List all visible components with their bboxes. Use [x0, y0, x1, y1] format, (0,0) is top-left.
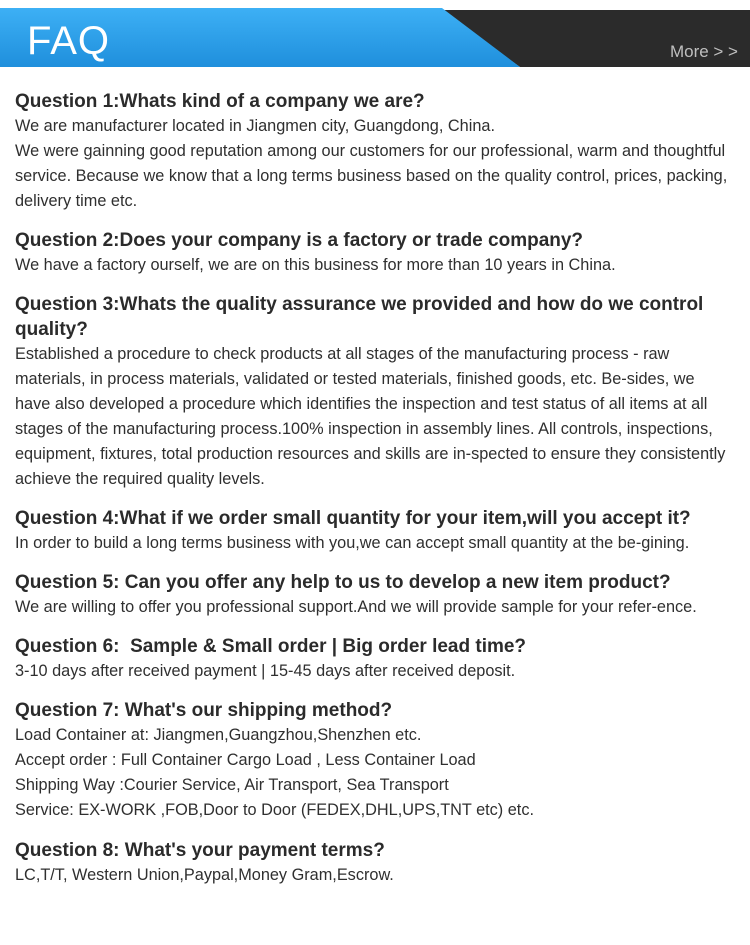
faq-item	[15, 698, 733, 823]
faq-item	[15, 506, 733, 556]
faq-header	[0, 0, 750, 72]
faq-answer: Load Container at: Jiangmen,Guangzhou,Shenzhen etc. Accept order : Full Container Cargo Load , Less Container Load Shipping Way :Courier Service, Air Transport, Sea Transport Service: EX-WORK ,FOB,Door to Door (FEDEX,DHL,UPS,TNT etc) etc.	[15, 726, 534, 819]
faq-answer: We are willing to offer you professional support.And we will provide sample for your refer-ence.	[15, 598, 697, 616]
faq-answer: In order to build a long terms business with you,we can accept small quantity at the be-gining.	[15, 534, 690, 552]
faq-list	[15, 89, 733, 888]
page-title: FAQ	[27, 19, 111, 63]
faq-answer: We are manufacturer located in Jiangmen city, Guangdong, China. We were gainning good reputation among our customers for our professional, warm and thoughtful service. Because we know that a long terms business based on the quality control, prices, packing, delivery time etc.	[15, 117, 728, 210]
more-link[interactable]: More > >	[669, 42, 738, 61]
faq-answer: We have a factory ourself, we are on this business for more than 10 years in China.	[15, 256, 616, 274]
faq-answer: Established a procedure to check products at all stages of the manufacturing process - raw materials, in process materials, validated or tested materials, finished goods, etc. Be-sides, we have also developed a procedure which identifies the inspection and test status of all items at all stages of the manufacturing process.100% inspection in assembly lines. All controls, inspections, equipment, fixtures, total production resources and skills are in-spected to ensure they consistently achieve the required quality levels.	[15, 345, 726, 488]
faq-item	[15, 570, 733, 620]
faq-question: Question 1:Whats kind of a company we are?	[15, 91, 425, 112]
faq-item	[15, 292, 733, 492]
faq-item	[15, 838, 733, 888]
faq-question: Question 6: Sample & Small order | Big order lead time?	[15, 636, 527, 657]
faq-item	[15, 89, 733, 214]
faq-question: Question 7: What's our shipping method?	[15, 700, 393, 721]
faq-question: Question 2:Does your company is a factory or trade company?	[15, 230, 584, 251]
faq-question: Question 5: Can you offer any help to us to develop a new item product?	[15, 572, 671, 593]
faq-question: Question 3:Whats the quality assurance we provided and how do we control quality?	[15, 294, 704, 340]
faq-item	[15, 228, 733, 278]
header-banner	[0, 0, 750, 72]
faq-item	[15, 634, 733, 684]
faq-answer: LC,T/T, Western Union,Paypal,Money Gram,Escrow.	[15, 866, 394, 884]
faq-question: Question 4:What if we order small quantity for your item,will you accept it?	[15, 508, 691, 529]
faq-answer: 3-10 days after received payment | 15-45 days after received deposit.	[15, 662, 516, 680]
faq-question: Question 8: What's your payment terms?	[15, 840, 385, 861]
